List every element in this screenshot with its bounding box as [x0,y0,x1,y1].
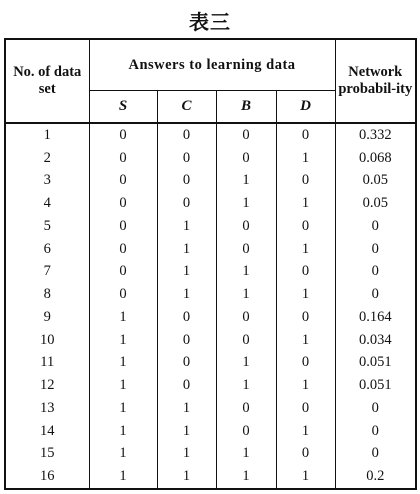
cell-d: 1 [276,420,335,443]
cell-d: 1 [276,329,335,352]
cell-dataset-number: 10 [5,329,89,352]
cell-b: 0 [216,420,276,443]
cell-dataset-number: 9 [5,306,89,329]
cell-c: 1 [157,283,216,306]
cell-d: 1 [276,238,335,261]
table-row [5,329,416,352]
cell-probability: 0.068 [335,147,416,170]
cell-b: 1 [216,261,276,284]
table-body [5,123,416,489]
cell-s: 1 [89,465,157,489]
cell-s: 0 [89,170,157,193]
cell-dataset-number: 16 [5,465,89,489]
cell-d: 0 [276,215,335,238]
cell-c: 1 [157,465,216,489]
cell-s: 0 [89,238,157,261]
table-header [5,39,416,123]
cell-dataset-number: 13 [5,397,89,420]
cell-probability: 0.05 [335,170,416,193]
cell-probability: 0 [335,397,416,420]
cell-s: 0 [89,261,157,284]
cell-s: 0 [89,123,157,147]
cell-b: 1 [216,192,276,215]
cell-c: 0 [157,123,216,147]
cell-dataset-number: 15 [5,443,89,466]
table-caption: 表三 [189,10,231,34]
cell-s: 1 [89,443,157,466]
cell-b: 1 [216,170,276,193]
header-c: C [157,91,216,124]
cell-b: 1 [216,465,276,489]
cell-c: 0 [157,147,216,170]
cell-dataset-number: 7 [5,261,89,284]
table-row [5,192,416,215]
table-row [5,123,416,147]
cell-c: 0 [157,170,216,193]
header-b: B [216,91,276,124]
table-row [5,261,416,284]
cell-b: 0 [216,238,276,261]
cell-d: 1 [276,374,335,397]
header-answers: Answers to learning data [89,39,335,91]
cell-dataset-number: 8 [5,283,89,306]
table-row [5,420,416,443]
cell-dataset-number: 11 [5,352,89,375]
cell-b: 0 [216,306,276,329]
cell-s: 1 [89,420,157,443]
cell-d: 0 [276,170,335,193]
cell-s: 0 [89,192,157,215]
table-row [5,374,416,397]
header-dataset-number: No. of data set [5,39,89,123]
cell-dataset-number: 2 [5,147,89,170]
cell-c: 0 [157,192,216,215]
cell-d: 1 [276,147,335,170]
cell-c: 0 [157,329,216,352]
cell-s: 1 [89,306,157,329]
cell-b: 0 [216,147,276,170]
cell-s: 1 [89,352,157,375]
cell-dataset-number: 14 [5,420,89,443]
cell-b: 0 [216,397,276,420]
cell-b: 0 [216,215,276,238]
cell-s: 1 [89,397,157,420]
cell-s: 0 [89,283,157,306]
cell-s: 0 [89,215,157,238]
table-row [5,306,416,329]
cell-probability: 0 [335,215,416,238]
table-row [5,465,416,489]
cell-d: 0 [276,261,335,284]
cell-c: 0 [157,352,216,375]
cell-b: 1 [216,283,276,306]
cell-b: 0 [216,123,276,147]
cell-probability: 0 [335,283,416,306]
cell-probability: 0 [335,261,416,284]
cell-d: 0 [276,397,335,420]
cell-c: 1 [157,420,216,443]
cell-d: 0 [276,352,335,375]
cell-b: 1 [216,352,276,375]
table-row [5,443,416,466]
cell-d: 1 [276,465,335,489]
cell-d: 1 [276,283,335,306]
cell-c: 1 [157,238,216,261]
cell-d: 0 [276,443,335,466]
cell-dataset-number: 6 [5,238,89,261]
cell-c: 1 [157,215,216,238]
table-row [5,238,416,261]
cell-b: 0 [216,329,276,352]
table-row [5,215,416,238]
cell-c: 1 [157,397,216,420]
cell-d: 0 [276,123,335,147]
cell-probability: 0.05 [335,192,416,215]
cell-s: 1 [89,329,157,352]
table-row [5,397,416,420]
table-row [5,352,416,375]
cell-s: 1 [89,374,157,397]
table-row [5,170,416,193]
cell-dataset-number: 5 [5,215,89,238]
cell-c: 1 [157,443,216,466]
cell-probability: 0 [335,420,416,443]
cell-c: 0 [157,306,216,329]
cell-probability: 0 [335,238,416,261]
cell-d: 1 [276,192,335,215]
learning-data-table [4,38,417,490]
cell-probability: 0.051 [335,352,416,375]
cell-c: 1 [157,261,216,284]
cell-probability: 0.034 [335,329,416,352]
cell-b: 1 [216,374,276,397]
cell-d: 0 [276,306,335,329]
header-network-probability: Network probabil-ity [335,39,416,123]
cell-probability: 0.332 [335,123,416,147]
header-d: D [276,91,335,124]
cell-dataset-number: 3 [5,170,89,193]
cell-dataset-number: 12 [5,374,89,397]
cell-probability: 0.2 [335,465,416,489]
cell-s: 0 [89,147,157,170]
cell-probability: 0 [335,443,416,466]
cell-b: 1 [216,443,276,466]
cell-dataset-number: 1 [5,123,89,147]
cell-dataset-number: 4 [5,192,89,215]
header-s: S [89,91,157,124]
cell-c: 0 [157,374,216,397]
table-row [5,283,416,306]
table-row [5,147,416,170]
cell-probability: 0.164 [335,306,416,329]
cell-probability: 0.051 [335,374,416,397]
